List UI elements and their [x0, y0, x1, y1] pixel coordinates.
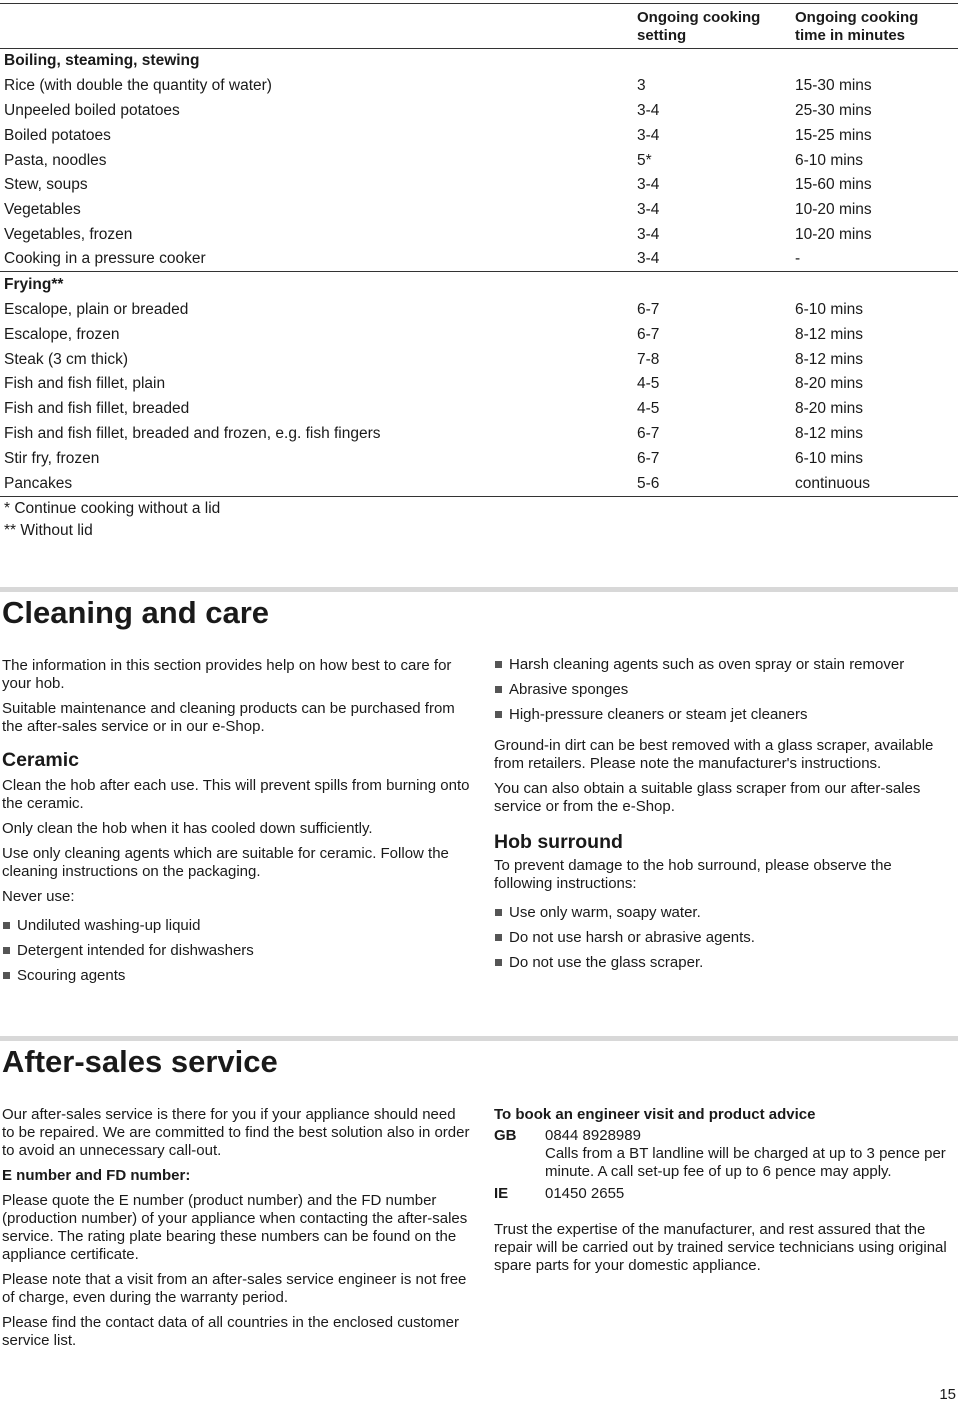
table-row: Steak (3 cm thick) 7-8 8-12 mins — [4, 351, 864, 368]
list-item: High-pressure cleaners or steam jet cleaners — [494, 702, 954, 727]
list-item: Harsh cleaning agents such as oven spray or stain remover — [494, 652, 954, 677]
contact-gb — [494, 1127, 954, 1181]
ceramic-title: Ceramic — [2, 749, 79, 771]
after-sales-intro: Our after-sales service is there for you if your appliance should need to be repaired. We are committed to find the best solution also in order to avoid an unnecessary call-out. — [2, 1106, 470, 1159]
country-code: GB — [494, 1127, 517, 1144]
bullet-square-icon — [495, 686, 502, 693]
bullet-square-icon — [495, 934, 502, 941]
list-item: Abrasive sponges — [494, 677, 954, 702]
table-row: Unpeeled boiled potatoes 3-4 25-30 mins — [4, 102, 872, 119]
table-row: Escalope, plain or breaded 6-7 6-10 mins — [4, 301, 864, 318]
trust-paragraph: Trust the expertise of the manufacturer, and rest assured that the repair will be carried out by trained service technicians using original spare parts for your domestic appliance. — [494, 1221, 947, 1274]
hob-surround-intro: To prevent damage to the hob surround, please observe the following instructions: — [494, 857, 892, 892]
after-sales-para-3: Please find the contact data of all countries in the enclosed customer service list. — [2, 1314, 459, 1349]
table-row: Vegetables 3-4 10-20 mins — [4, 201, 872, 218]
cleaning-intro-1: The information in this section provides help on how best to care for your hob. — [2, 657, 452, 692]
section-divider — [0, 587, 958, 592]
header-setting: Ongoing cooking setting — [637, 9, 761, 44]
bullet-square-icon — [3, 922, 10, 929]
list-item: Use only warm, soapy water. — [494, 900, 954, 925]
page-number: 15 — [939, 1386, 956, 1403]
hob-surround-list — [494, 900, 954, 975]
call-charge-note: Calls from a BT landline will be charged at up to 3 pence per minute. A call set-up fee of up to 6 pence may apply. — [545, 1145, 946, 1180]
table-row: Vegetables, frozen 3-4 10-20 mins — [4, 226, 872, 243]
cleaning-title: Cleaning and care — [2, 595, 270, 630]
ceramic-para-1: Clean the hob after each use. This will prevent spills from burning onto the ceramic. — [2, 777, 470, 812]
cleaning-left-column — [2, 657, 472, 988]
ceramic-para-3: Use only cleaning agents which are suitable for ceramic. Follow the cleaning instructions on the packaging. — [2, 845, 449, 880]
table-row: Fish and fish fillet, breaded and frozen, e.g. fish fingers 6-7 8-12 mins — [4, 425, 864, 442]
list-item: Do not use the glass scraper. — [494, 950, 954, 975]
table-row: Stew, soups 3-4 15-60 mins — [4, 176, 872, 193]
bullet-square-icon — [3, 972, 10, 979]
section-title-boiling: Boiling, steaming, stewing — [4, 52, 200, 69]
country-code: IE — [494, 1185, 509, 1202]
table-row: Fish and fish fillet, plain 4-5 8-20 mins — [4, 375, 864, 392]
bullet-square-icon — [3, 947, 10, 954]
never-use-list-cont — [494, 652, 954, 727]
cleaning-right-column — [494, 652, 954, 975]
ceramic-para-4: Never use: — [2, 888, 75, 905]
booking-heading: To book an engineer visit and product advice — [494, 1106, 816, 1123]
list-item: Detergent intended for dishwashers — [2, 938, 472, 963]
never-use-list — [2, 913, 472, 988]
list-item: Do not use harsh or abrasive agents. — [494, 925, 954, 950]
bullet-square-icon — [495, 959, 502, 966]
hob-surround-title: Hob surround — [494, 831, 623, 853]
table-row: Fish and fish fillet, breaded 4-5 8-20 mins — [4, 400, 864, 417]
table-row: Cooking in a pressure cooker 3-4 - — [0, 246, 958, 272]
cleaning-intro-2: Suitable maintenance and cleaning products can be purchased from the after-sales service or in our e-Shop. — [2, 700, 455, 735]
table-row: Stir fry, frozen 6-7 6-10 mins — [4, 450, 864, 467]
ceramic-para-2: Only clean the hob when it has cooled down sufficiently. — [2, 820, 373, 837]
phone-number: 0844 8928989 — [545, 1127, 641, 1144]
section-title-frying: Frying** — [4, 276, 64, 293]
bullet-square-icon — [495, 909, 502, 916]
phone-number: 01450 2655 — [545, 1185, 625, 1202]
footnote-without-lid: ** Without lid — [4, 522, 93, 539]
bullet-square-icon — [495, 711, 502, 718]
after-sales-para-2: Please note that a visit from an after-sales service engineer is not free of charge, even during the warranty period. — [2, 1271, 467, 1306]
after-sales-title: After-sales service — [2, 1044, 278, 1079]
header-time: Ongoing cooking time in minutes — [795, 9, 919, 44]
scraper-para-2: You can also obtain a suitable glass scraper from our after-sales service or from the e-Shop. — [494, 780, 921, 815]
table-header — [0, 3, 958, 49]
table-row: Escalope, frozen 6-7 8-12 mins — [4, 326, 864, 343]
list-item: Undiluted washing-up liquid — [2, 913, 472, 938]
scraper-para-1: Ground-in dirt can be best removed with a glass scraper, available from retailers. Please note the manufacturer's instructions. — [494, 737, 934, 772]
bullet-square-icon — [495, 661, 502, 668]
after-sales-para-1: Please quote the E number (product number) and the FD number (production number) of your appliance when contacting the after-sales service. The rating plate bearing these numbers can be found on the appliance certificate. — [2, 1192, 468, 1263]
contact-ie — [494, 1185, 954, 1203]
after-sales-left-column — [2, 1106, 472, 1357]
after-sales-right-column — [494, 1106, 954, 1282]
footnote-no-lid: * Continue cooking without a lid — [4, 500, 221, 517]
table-row: Pancakes 5-6 continuous — [0, 471, 958, 497]
table-row: Boiled potatoes 3-4 15-25 mins — [4, 127, 872, 144]
e-number-heading: E number and FD number: — [2, 1167, 191, 1184]
list-item: Scouring agents — [2, 963, 472, 988]
table-row: Pasta, noodles 5* 6-10 mins — [4, 152, 864, 169]
section-divider — [0, 1036, 958, 1041]
table-row: Rice (with double the quantity of water) 3 15-30 mins — [4, 77, 872, 94]
